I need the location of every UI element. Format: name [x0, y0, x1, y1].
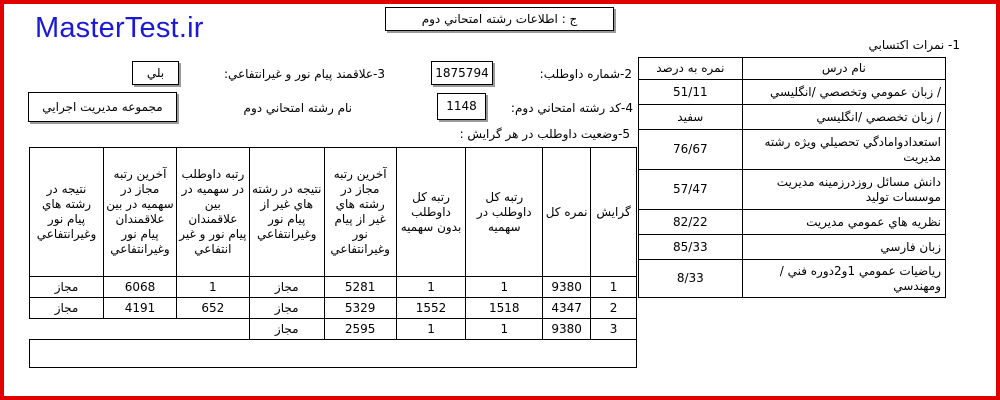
table-cell: 1	[466, 319, 543, 340]
grades-header-row	[639, 58, 946, 80]
status-header-cell: نمره کل	[543, 148, 591, 277]
status-heading: 5-وضعيت داوطلب در هر گرايش :	[459, 127, 630, 141]
table-row	[639, 80, 946, 105]
grade-score: 85/33	[639, 235, 743, 260]
table-cell: 4191	[104, 298, 177, 319]
candidate-number-value: 1875794	[431, 61, 493, 85]
status-header-cell: رتبه داوطلب در سهميه در بين علاقمندان پيام نور و غير انتفاعي	[176, 148, 249, 277]
table-empty-area	[30, 340, 637, 368]
grades-header-score: نمره به درصد	[639, 58, 743, 80]
grades-table	[638, 57, 946, 298]
status-header-cell: رتبه کل داوطلب بدون سهميه	[396, 148, 466, 277]
field-name-value: مجموعه مديريت اجرايي	[28, 92, 177, 122]
table-cell	[104, 319, 177, 340]
grade-subject: نظريه هاي عمومي مديريت	[742, 210, 945, 235]
table-cell: 1	[396, 277, 466, 298]
status-header-cell: آخرين رتبه مجاز در سهميه در بين علاقمندان پيام نور وغيرانتفاعي	[104, 148, 177, 277]
candidate-number-label: 2-شماره داوطلب:	[539, 67, 632, 81]
status-header-cell: گرايش	[591, 148, 637, 277]
grade-score: 57/47	[639, 170, 743, 210]
table-row-empty	[30, 340, 637, 368]
table-cell: مجاز	[249, 298, 324, 319]
table-cell: 9380	[543, 277, 591, 298]
table-cell: مجاز	[30, 298, 104, 319]
table-cell: 1	[176, 277, 249, 298]
field-code-value: 1148	[437, 93, 486, 120]
table-cell: مجاز	[249, 277, 324, 298]
table-cell: 1	[396, 319, 466, 340]
brand-watermark: MasterTest.ir	[35, 12, 204, 44]
interest-label: 3-علاقمند پيام نور و غيرانتفاعي:	[223, 67, 385, 81]
table-cell	[30, 319, 104, 340]
grade-score: 8/33	[639, 260, 743, 298]
interest-value: بلي	[132, 61, 179, 85]
table-row	[30, 277, 637, 298]
status-header-cell: نتيجه در رشته هاي پيام نور وغيرانتفاعي	[30, 148, 104, 277]
grade-score: سفيد	[639, 105, 743, 130]
grade-subject: زبان فارسي	[742, 235, 945, 260]
grade-score: 82/22	[639, 210, 743, 235]
table-row	[639, 260, 946, 298]
table-cell: 5281	[324, 277, 396, 298]
status-header-cell: رتبه کل داوطلب در سهميه	[466, 148, 543, 277]
table-cell: 1518	[466, 298, 543, 319]
table-cell: 5329	[324, 298, 396, 319]
grade-subject: رياضيات عمومي 1و2دوره فني / ومهندسي	[742, 260, 945, 298]
table-cell: 1	[466, 277, 543, 298]
grade-subject: استعدادوامادگي تحصيلي ويژه رشته مديريت	[742, 130, 945, 170]
table-cell	[176, 319, 249, 340]
table-row	[30, 298, 637, 319]
field-code-label: 4-کد رشته امتحاني دوم:	[510, 101, 633, 115]
grade-subject: / زبان تخصصي /انگليسي	[742, 105, 945, 130]
grades-heading: 1- نمرات اکتسابي	[868, 38, 960, 52]
table-cell: 2595	[324, 319, 396, 340]
field-name-label: نام رشته امتحاني دوم	[243, 101, 352, 115]
grade-subject: / زبان عمومي وتخصصي /انگليسي	[742, 80, 945, 105]
table-row	[639, 235, 946, 260]
table-cell: 9380	[543, 319, 591, 340]
status-header-cell: نتيجه در رشته هاي غير از پيام نور وغيرانتفاعي	[249, 148, 324, 277]
table-cell: 1	[591, 277, 637, 298]
status-table	[29, 147, 637, 368]
grade-score: 51/11	[639, 80, 743, 105]
table-cell: 652	[176, 298, 249, 319]
table-cell: 6068	[104, 277, 177, 298]
grade-score: 76/67	[639, 130, 743, 170]
table-row	[30, 319, 637, 340]
table-cell: 2	[591, 298, 637, 319]
table-cell: 1552	[396, 298, 466, 319]
grade-subject: دانش مسائل روزدرزمينه مديريت موسسات توليد	[742, 170, 945, 210]
table-row	[639, 210, 946, 235]
table-cell: مجاز	[249, 319, 324, 340]
table-cell: 4347	[543, 298, 591, 319]
status-header-cell: آخرين رتبه مجاز در رشته هاي غير از پيام نور وغيرانتفاعي	[324, 148, 396, 277]
table-cell: 3	[591, 319, 637, 340]
status-header-row	[30, 148, 637, 277]
table-row	[639, 105, 946, 130]
section-title: ج : اطلاعات رشته امتحاني دوم	[385, 7, 614, 31]
grades-header-subject: نام درس	[742, 58, 945, 80]
table-row	[639, 170, 946, 210]
table-row	[639, 130, 946, 170]
table-cell: مجاز	[30, 277, 104, 298]
